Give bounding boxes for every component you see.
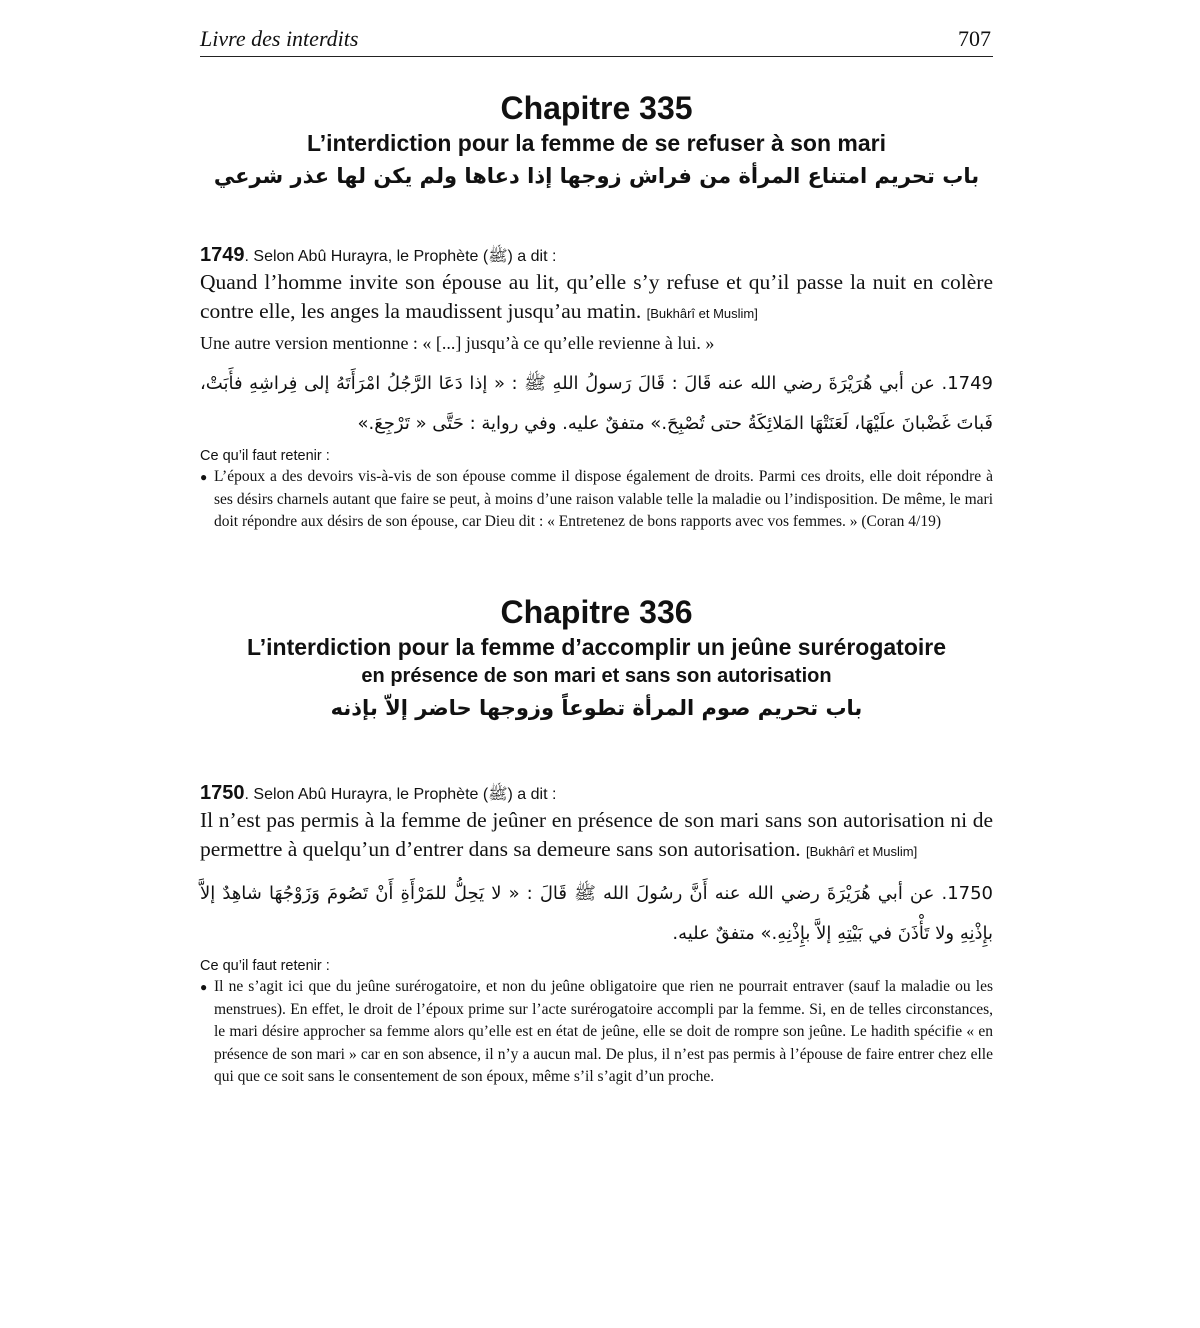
hadith-reference: [Bukhârî et Muslim] xyxy=(646,306,758,321)
hadith-intro xyxy=(200,244,993,268)
chapter-subtitle: en présence de son mari et sans son autorisation xyxy=(361,665,832,687)
hadith-text xyxy=(200,806,993,866)
hadith-intro-text: . Selon Abû Hurayra, le Prophète (ﷺ) a dit : xyxy=(244,786,557,803)
hadith-intro xyxy=(200,782,993,806)
running-header xyxy=(200,26,993,57)
chapter-335-heading xyxy=(200,88,993,194)
hadith-1750 xyxy=(200,782,993,1089)
chapter-title: L’interdiction pour la femme de se refuser à son mari xyxy=(307,130,886,156)
hadith-1749 xyxy=(200,244,993,534)
chapter-336-heading xyxy=(200,592,993,726)
running-title: Livre des interdits xyxy=(200,26,359,51)
hadith-number: 1749 xyxy=(200,244,245,266)
hadith-text xyxy=(200,268,993,328)
hadith-variant: Une autre version mentionne : « [...] jusqu’à ce qu’elle revienne à lui. » xyxy=(200,333,715,353)
bullet-icon: ● xyxy=(200,470,208,484)
commentary-text: Il ne s’agit ici que du jeûne surérogatoire, et non du jeûne obligatoire que rien ne pourrait entraver (sauf la maladie ou les menstrues). En effet, le droit de l’époux prime sur l’acte surérogatoire accompli par la femme. Si, en de telles circonstances, le mari désire approcher sa femme alors qu’elle est en état de jeûne, elle se doit de rompre son jeûne. Le hadith spécifie « en présence de son mari » car en son absence, il n’y a aucun mal. De plus, il n’est pas permis à l’épouse de faire entrer chez elle qui que ce soit sans le consentement de son époux, même s’il s’agit d’un proche. xyxy=(214,978,993,1085)
hadith-arabic-text: 1749. عن أبي هُرَيْرَةَ رضي الله عنه قَالَ : قَالَ رَسولُ اللهِ ﷺ : « إذا دَعَا الرَّجُلُ امْرَأَتَهُ إلى فِراشِهِ فأَبَتْ، فَباتَ غَضْبانَ علَيْهَا، لَعَنَتْهَا المَلائِكَةُ حتى تُصْبِحَ.» متفقٌ عليه. وفي رواية : حَتَّى « تَرْجِعَ.» xyxy=(200,373,993,434)
chapter-title: L’interdiction pour la femme d’accomplir un jeûne surérogatoire xyxy=(246,634,947,660)
commentary xyxy=(200,466,993,534)
hadith-arabic-text: 1750. عن أبي هُرَيْرَةَ رضي الله عنه أَنَّ رسُولَ الله ﷺ قَالَ : « لا يَحِلُّ للمَرْأَةِ أَنْ تَصُومَ وَزَوْجُهَا شاهِدٌ إلاَّ بإِذْنِهِ ولا تَأْذَنَ في بَيْتِهِ إلاَّ بإِذْنِهِ.» متفقٌ عليه. xyxy=(200,883,993,944)
hadith-translation: Quand l’homme invite son épouse au lit, qu’elle s’y refuse et qu’il passe la nuit en colère contre elle, les anges la maudissent jusqu’au matin. xyxy=(200,270,993,323)
bullet-icon: ● xyxy=(200,980,208,994)
hadith-reference: [Bukhârî et Muslim] xyxy=(805,844,918,859)
retenir-label: Ce qu’il faut retenir : xyxy=(200,958,330,974)
chapter-number: Chapitre 335 xyxy=(500,90,693,126)
hadith-intro-text: . Selon Abû Hurayra, le Prophète (ﷺ) a dit : xyxy=(244,248,557,265)
page-number: 707 xyxy=(958,26,991,51)
chapter-number: Chapitre 336 xyxy=(500,594,693,630)
retenir-label: Ce qu’il faut retenir : xyxy=(200,448,330,464)
commentary-text: L’époux a des devoirs vis-à-vis de son épouse comme il dispose également de droits. Parmi ces droits, elle doit répondre à ses désirs charnels autant que faire se peut, à moins d’une raison valable telle la maladie ou l’indisposition. De même, le mari doit répondre aux désirs de son épouse, car Dieu dit : « Entretenez de bons rapports avec vos femmes. » (Coran 4/19) xyxy=(214,468,993,530)
commentary xyxy=(200,976,993,1089)
chapter-arabic-title: باب تحريم امتناع المرأة من فراش زوجها إذا دعاها ولم يكن لها عذر شرعي xyxy=(213,164,980,188)
hadith-translation: Il n’est pas permis à la femme de jeûner en présence de son mari sans son autorisation ni de permettre à quelqu’un d’entrer dans sa demeure sans son autorisation. xyxy=(200,808,993,861)
chapter-arabic-title: باب تحريم صوم المرأة تطوعاً وزوجها حاضر إلاّ بإذنه xyxy=(330,696,863,720)
hadith-number: 1750 xyxy=(200,782,245,804)
